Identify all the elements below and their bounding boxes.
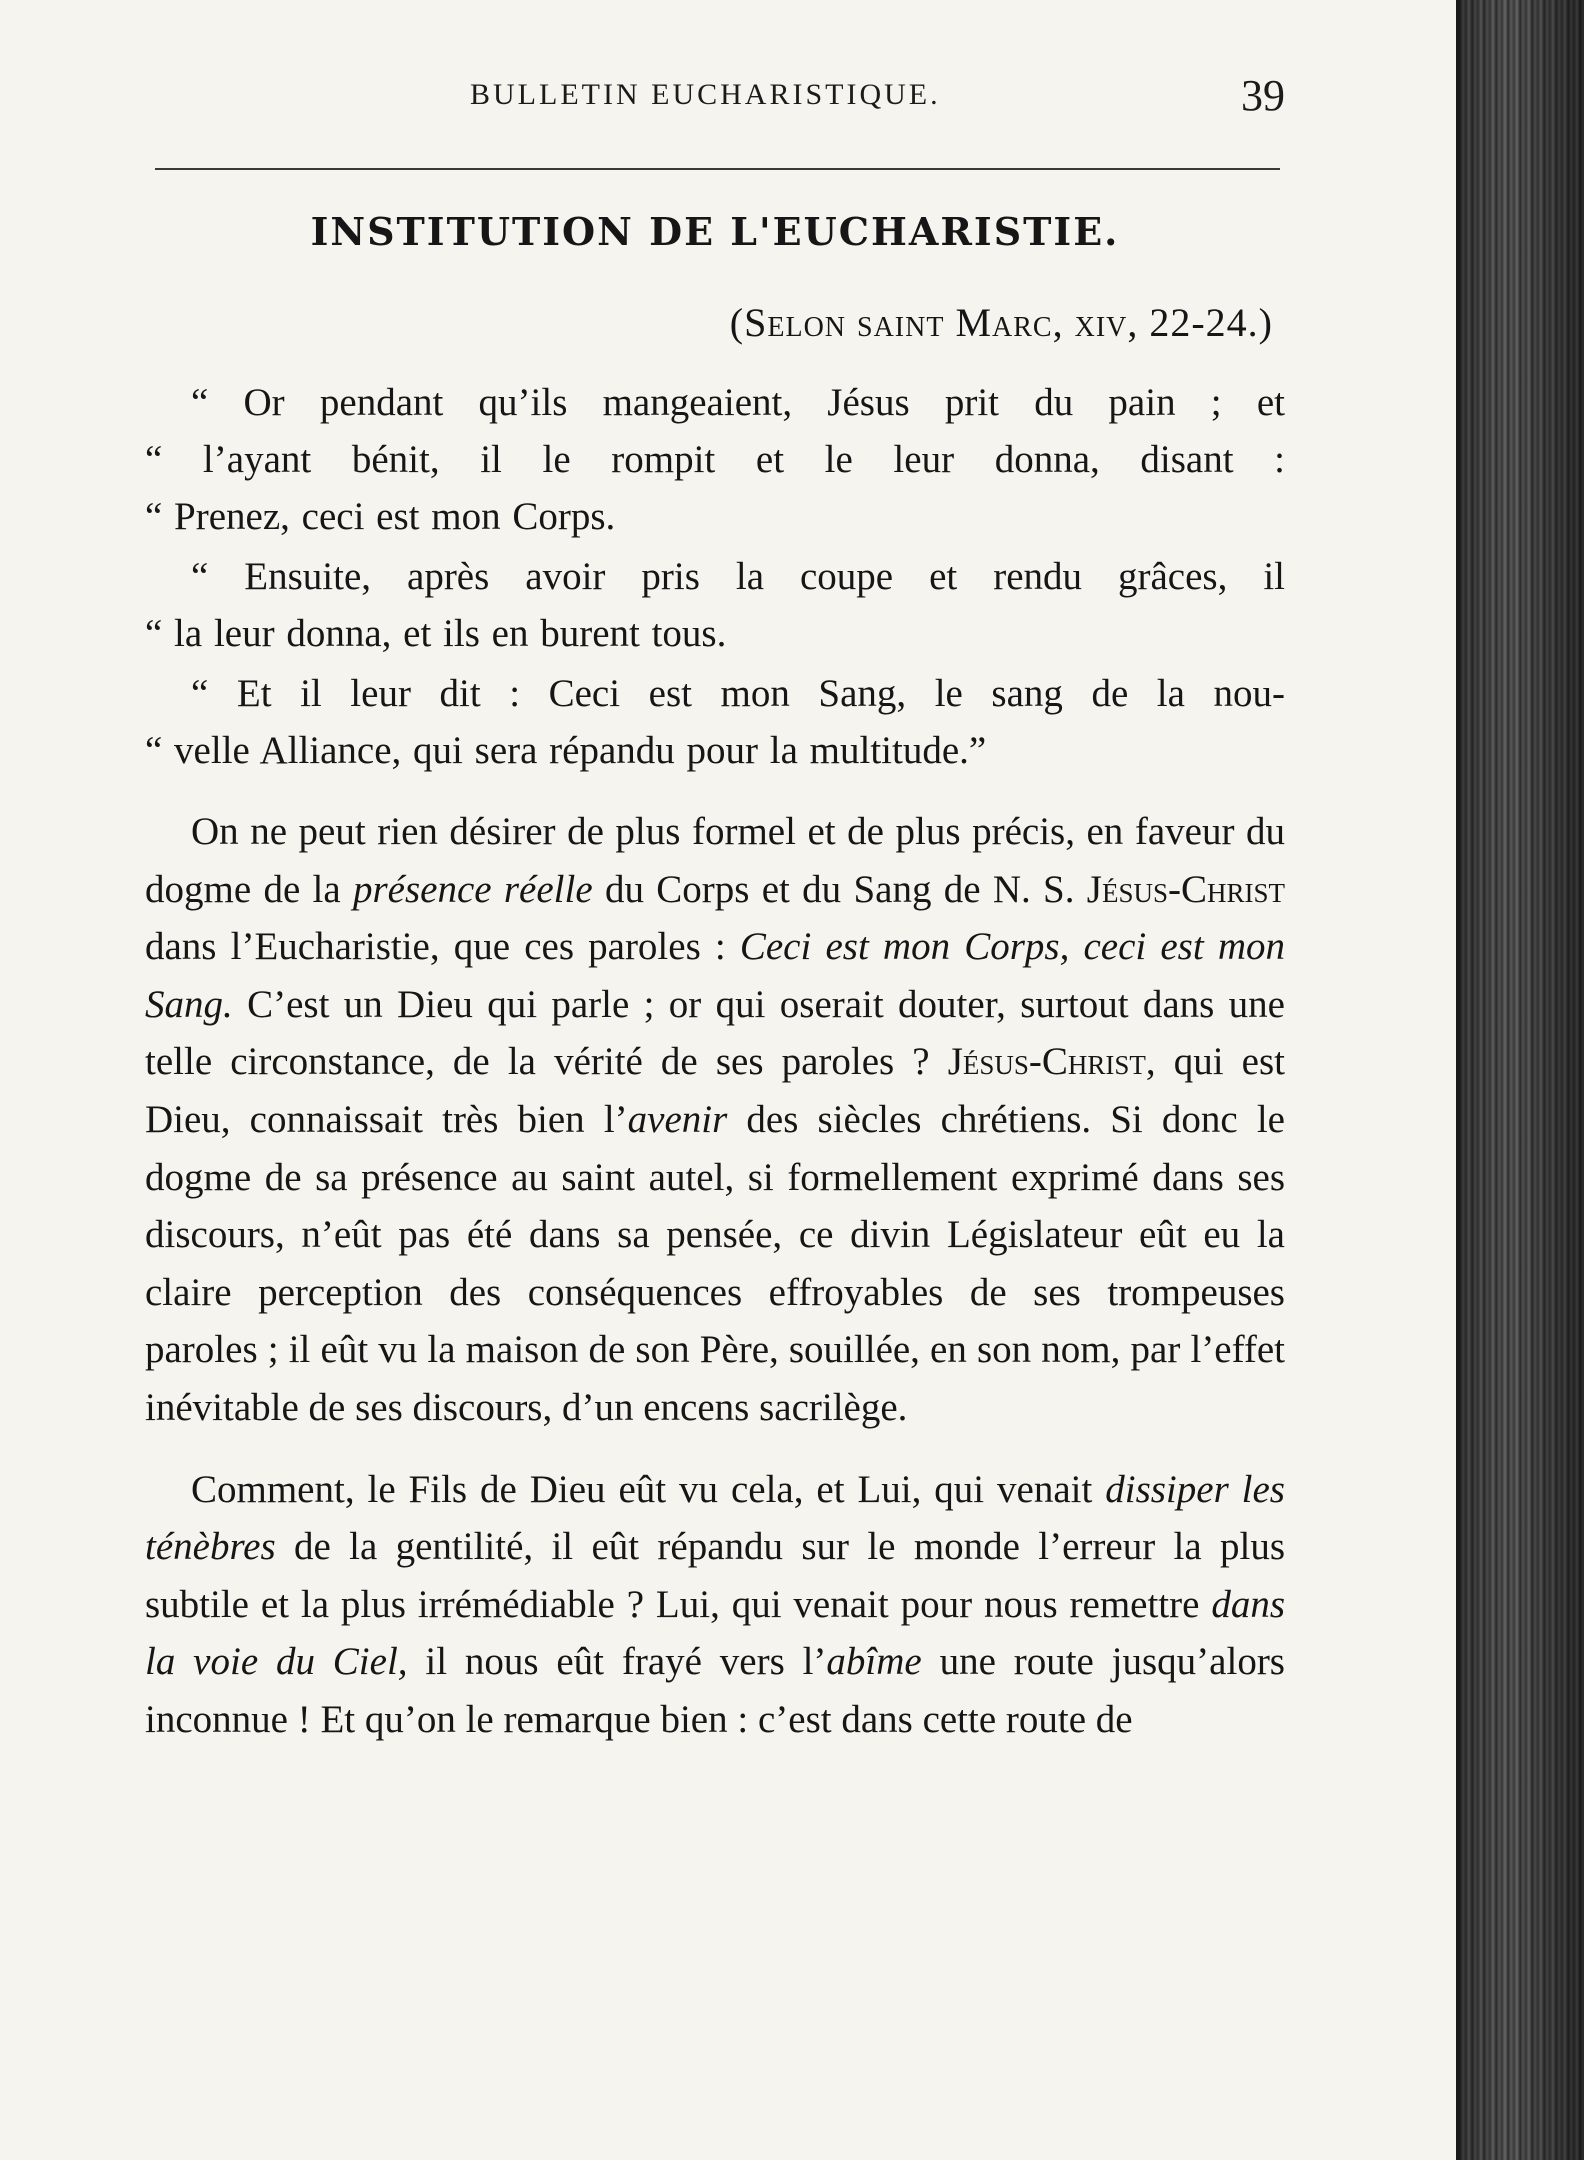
running-title: BULLETIN EUCHARISTIQUE. bbox=[470, 78, 941, 111]
paragraph-text: Comment, le Fils de Dieu eût vu cela, et Lui, qui venait bbox=[191, 1467, 1106, 1511]
quote-line: “ la leur donna, et ils en burent tous. bbox=[145, 612, 727, 655]
paragraph-text: C’est un Dieu qui parle ; or qui oserait douter, surtout dans une telle circonstance, de la vérité de ses paroles ? bbox=[145, 982, 1285, 1084]
small-caps-name: Jésus-Christ bbox=[1086, 867, 1285, 911]
quote-line: “ l’ayant bénit, il le rompit et le leur donna, disant : bbox=[145, 438, 1285, 481]
paragraph-text: dans l’Eucharistie, que ces paroles : bbox=[145, 925, 740, 969]
quote-stanza bbox=[145, 548, 1285, 662]
section-title: INSTITUTION DE L'EUCHARISTIE. bbox=[310, 209, 1120, 254]
paragraph-text: , qui est Dieu, connaissait très bien l’ bbox=[145, 1040, 1285, 1141]
quote-stanza bbox=[145, 374, 1285, 545]
italic-phrase: présence réelle bbox=[352, 867, 593, 911]
text-block bbox=[145, 192, 1285, 1749]
quote-line: “ Or pendant qu’ils mangeaient, Jésus prit du pain ; et bbox=[191, 381, 1285, 424]
book-page-edges bbox=[1460, 0, 1584, 2160]
quote-line: “ Prenez, ceci est mon Corps. bbox=[145, 495, 616, 538]
paragraph-text: des siècles chrétiens. Si donc le dogme de sa présence au saint autel, si formellement exprimé dans ses discours, n’eût pas été dans sa pensée, ce divin Législateur eût eu la claire perception des conséquences effroyables de ses trompeuses paroles ; il eût vu la maison de son Père, souillée, en son nom, par l’effet inévitable de ses discours, d’un encens sacrilège. bbox=[145, 1097, 1285, 1429]
italic-phrase: dans la voie du Ciel, bbox=[145, 1582, 1285, 1684]
paragraph-text: du Corps et du Sang de N. S. bbox=[592, 867, 1087, 911]
quote-stanza bbox=[145, 665, 1285, 779]
source-reference: (Selon saint Marc, xiv, 22-24.) bbox=[729, 300, 1273, 345]
italic-phrase: avenir bbox=[627, 1097, 728, 1141]
italic-phrase: abîme bbox=[826, 1640, 922, 1684]
paragraph-text: On ne peut rien désirer de plus formel et de plus précis, en faveur du dogme de la bbox=[145, 810, 1285, 911]
small-caps-name: Jésus-Christ bbox=[947, 1040, 1146, 1084]
quote-line: “ velle Alliance, qui sera répandu pour la multitude.” bbox=[145, 729, 987, 772]
italic-phrase: Ceci est mon Corps, ceci est mon Sang. bbox=[145, 925, 1285, 1026]
body-paragraph bbox=[145, 803, 1285, 1437]
quote-line: “ Ensuite, après avoir pris la coupe et rendu grâces, il bbox=[191, 555, 1285, 598]
quote-line: “ Et il leur dit : Ceci est mon Sang, le sang de la nou- bbox=[191, 672, 1285, 715]
running-head bbox=[150, 71, 1285, 138]
italic-phrase: dissiper les ténèbres bbox=[145, 1467, 1285, 1569]
page-number: 39 bbox=[1241, 71, 1285, 120]
paragraph-text: une route jusqu’alors inconnue ! Et qu’on le remarque bien : c’est dans cette route de bbox=[145, 1640, 1285, 1741]
paragraph-text: de la gentilité, il eût répandu sur le monde l’erreur la plus subtile et la plus irrémédiable ? Lui, qui venait pour nous remettre bbox=[145, 1525, 1285, 1626]
paragraph-text: il nous eût frayé vers l’ bbox=[407, 1640, 827, 1684]
header-rule bbox=[155, 168, 1280, 170]
body-paragraph bbox=[145, 1461, 1285, 1749]
